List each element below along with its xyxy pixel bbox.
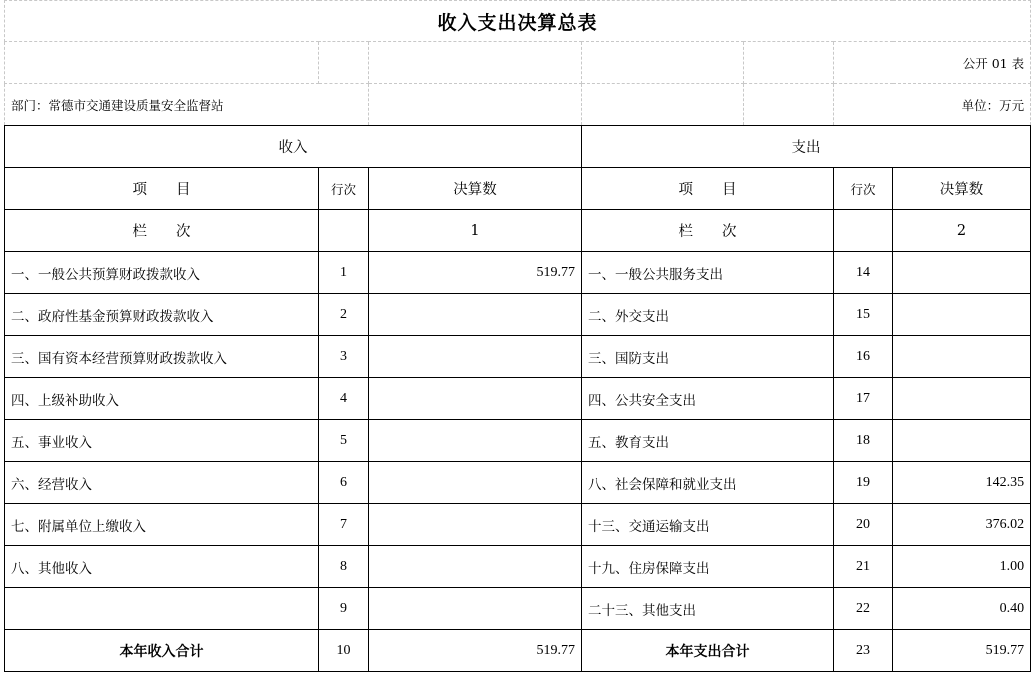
income-row-number: 9: [319, 588, 369, 630]
table-row: [5, 378, 1031, 420]
income-amount: [369, 378, 582, 420]
income-item: 二、政府性基金预算财政拨款收入: [5, 294, 319, 336]
expense-item: 十九、住房保障支出: [582, 546, 834, 588]
income-row-number: 1: [319, 252, 369, 294]
expense-rowno-header: 行次: [834, 168, 893, 210]
form-code: 公开 01 表: [834, 42, 1031, 84]
income-item: 一、一般公共预算财政拨款收入: [5, 252, 319, 294]
income-rowno-header: 行次: [319, 168, 369, 210]
expense-amount-header: 决算数: [893, 168, 1031, 210]
report-table: [4, 0, 1031, 672]
expense-item-header: 项 目: [582, 168, 834, 210]
income-amount: 519.77: [369, 252, 582, 294]
column-index-label: 栏 次: [5, 210, 319, 252]
expense-amount: [893, 378, 1031, 420]
income-row-number: 8: [319, 546, 369, 588]
totals-row: [5, 630, 1031, 672]
income-amount: [369, 462, 582, 504]
expense-row-number: 20: [834, 504, 893, 546]
table-row: [5, 252, 1031, 294]
expense-item: 二十三、其他支出: [582, 588, 834, 630]
expense-column-index: 2: [893, 210, 1031, 252]
expense-amount: [893, 252, 1031, 294]
expense-amount: [893, 336, 1031, 378]
expense-amount: 376.02: [893, 504, 1031, 546]
income-item: [5, 588, 319, 630]
income-row-number: 3: [319, 336, 369, 378]
department-label: 部门：常德市交通建设质量安全监督站: [5, 84, 369, 126]
income-amount: [369, 546, 582, 588]
expense-row-number: 22: [834, 588, 893, 630]
report-sheet: [4, 0, 1030, 672]
income-row-number: 6: [319, 462, 369, 504]
income-amount: [369, 420, 582, 462]
income-section-header: 收入: [5, 126, 582, 168]
expense-row-number: 17: [834, 378, 893, 420]
expense-item: 一、一般公共服务支出: [582, 252, 834, 294]
table-row: [5, 588, 1031, 630]
income-item: 三、国有资本经营预算财政拨款收入: [5, 336, 319, 378]
expense-item: 二、外交支出: [582, 294, 834, 336]
income-total-label: 本年收入合计: [5, 630, 319, 672]
expense-total-row-number: 23: [834, 630, 893, 672]
expense-row-number: 14: [834, 252, 893, 294]
table-row: [5, 336, 1031, 378]
income-row-number: 5: [319, 420, 369, 462]
income-amount-header: 决算数: [369, 168, 582, 210]
income-amount: [369, 504, 582, 546]
expense-amount: 142.35: [893, 462, 1031, 504]
table-row: [5, 420, 1031, 462]
income-amount: [369, 588, 582, 630]
unit-label: 单位：万元: [834, 84, 1031, 126]
income-column-index: 1: [369, 210, 582, 252]
income-item-header: 项 目: [5, 168, 319, 210]
income-item: 六、经营收入: [5, 462, 319, 504]
income-item: 四、上级补助收入: [5, 378, 319, 420]
table-row: [5, 462, 1031, 504]
expense-amount: [893, 420, 1031, 462]
expense-section-header: 支出: [582, 126, 1031, 168]
page-title: 收入支出决算总表: [5, 1, 1031, 42]
income-total-row-number: 10: [319, 630, 369, 672]
expense-item: 三、国防支出: [582, 336, 834, 378]
income-item: 五、事业收入: [5, 420, 319, 462]
expense-row-number: 15: [834, 294, 893, 336]
income-row-number: 4: [319, 378, 369, 420]
income-total-amount: 519.77: [369, 630, 582, 672]
expense-row-number: 18: [834, 420, 893, 462]
income-row-number: 7: [319, 504, 369, 546]
income-row-number: 2: [319, 294, 369, 336]
expense-row-number: 16: [834, 336, 893, 378]
table-row: [5, 504, 1031, 546]
income-amount: [369, 294, 582, 336]
expense-item: 八、社会保障和就业支出: [582, 462, 834, 504]
income-amount: [369, 336, 582, 378]
table-row: [5, 294, 1031, 336]
table-row: [5, 546, 1031, 588]
expense-amount: [893, 294, 1031, 336]
expense-item: 五、教育支出: [582, 420, 834, 462]
income-item: 八、其他收入: [5, 546, 319, 588]
expense-total-label: 本年支出合计: [582, 630, 834, 672]
expense-row-number: 21: [834, 546, 893, 588]
expense-item: 四、公共安全支出: [582, 378, 834, 420]
expense-row-number: 19: [834, 462, 893, 504]
expense-amount: 0.40: [893, 588, 1031, 630]
column-index-label-expense: 栏 次: [582, 210, 834, 252]
expense-amount: 1.00: [893, 546, 1031, 588]
expense-item: 十三、交通运输支出: [582, 504, 834, 546]
expense-total-amount: 519.77: [893, 630, 1031, 672]
income-item: 七、附属单位上缴收入: [5, 504, 319, 546]
